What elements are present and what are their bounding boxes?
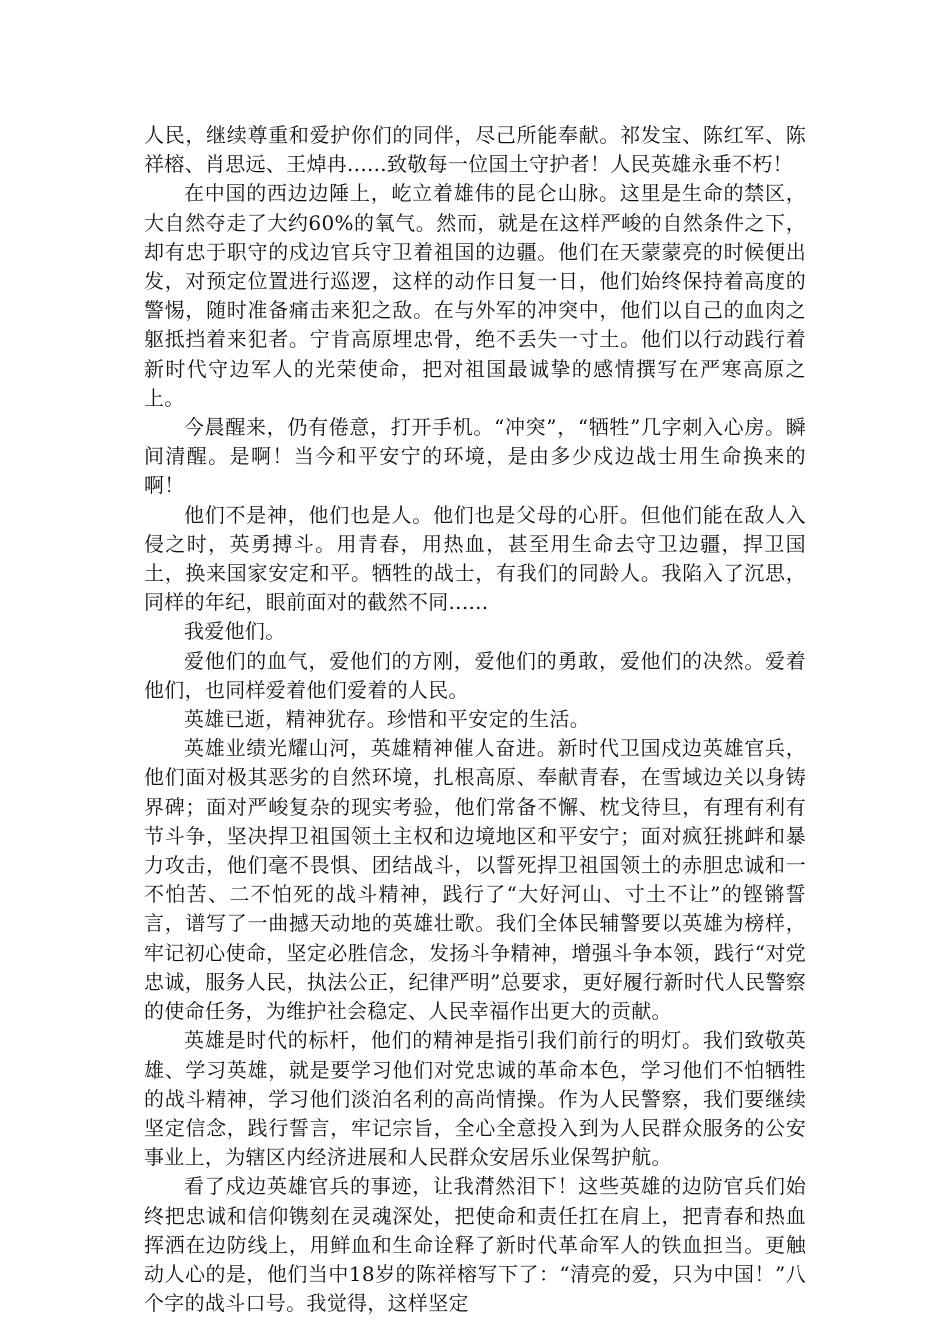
paragraph-5: 我爱他们。 — [184, 619, 286, 644]
paragraph-10: 看了戍边英雄官兵的事迹，让我潸然泪下！这些英雄的边防官兵们始终把忠诚和信仰镌刻在灵魂深处，把使命和责任扛在肩上，把青春和热血挥洒在边防线上，用鲜血和生命诠释了新时代革命军人的铁血担当。更触动人心的是，他们当中18岁的陈祥榕写下了：“清亮的爱，只为中国！”八个字的战斗口号。我觉得，这样坚定 — [144, 1174, 806, 1316]
paragraph-3: 今晨醒来，仍有倦意，打开手机。“冲突”，“牺牲”几字刺入心房。瞬间清醒。是啊！当今和平安宁的环境，是由多少戍边战士用生命换来的啊！ — [144, 415, 806, 498]
paragraph-9: 英雄是时代的标杆，他们的精神是指引我们前行的明灯。我们致敬英雄、学习英雄，就是要学习他们对党忠诚的革命本色，学习他们不怕牺牲的战斗精神，学习他们淡泊名利的高尚情操。作为人民警察，我们要继续坚定信念，践行誓言，牢记宗旨，全心全意投入到为人民群众服务的公安事业上，为辖区内经济进展和人民群众安居乐业保驾护航。 — [144, 1028, 806, 1170]
paragraph-1: 人民，继续尊重和爱护你们的同伴，尽己所能奉献。祁发宝、陈红军、陈祥榕、肖思远、王焯冉......致敬每一位国土守护者！人民英雄永垂不朽！ — [144, 123, 806, 177]
paragraph-2: 在中国的西边边陲上，屹立着雄伟的昆仑山脉。这里是生命的禁区，大自然夺走了大约60%的氧气。然而，就是在这样严峻的自然条件之下，却有忠于职守的戍边官兵守卫着祖国的边疆。他们在天蒙蒙亮的时候便出发，对预定位置进行巡逻，这样的动作日复一日，他们始终保持着高度的警惕，随时准备痛击来犯之敌。在与外军的冲突中，他们以自己的血肉之躯抵挡着来犯者。宁肯高原埋忠骨，绝不丢失一寸土。他们以行动践行着新时代守边军人的光荣使命，把对祖国最诚挚的感情撰写在严寒高原之上。 — [144, 181, 806, 410]
document-page — [144, 121, 806, 1318]
paragraph-7: 英雄已逝，精神犹存。珍惜和平安定的生活。 — [184, 707, 590, 732]
paragraph-8: 英雄业绩光耀山河，英雄精神催人奋进。新时代卫国戍边英雄官兵，他们面对极其恶劣的自然环境，扎根高原、奉献青春，在雪域边关以身铸界碑；面对严峻复杂的现实考验，他们常备不懈、枕戈待旦，有理有利有节斗争，坚决捍卫祖国领土主权和边境地区和平安宁；面对疯狂挑衅和暴力攻击，他们毫不畏惧、团结战斗，以誓死捍卫祖国领土的赤胆忠诚和一不怕苦、二不怕死的战斗精神，践行了“大好河山、寸土不让”的铿锵誓言，谱写了一曲撼天动地的英雄壮歌。我们全体民辅警要以英雄为榜样，牢记初心使命，坚定必胜信念，发扬斗争精神，增强斗争本领，践行“对党忠诚，服务人民，执法公正，纪律严明”总要求，更好履行新时代人民警察的使命任务，为维护社会稳定、人民幸福作出更大的贡献。 — [144, 736, 806, 1024]
paragraph-6: 爱他们的血气，爱他们的方刚，爱他们的勇敢，爱他们的决然。爱着他们，也同样爱着他们爱着的人民。 — [144, 648, 806, 702]
paragraph-4: 他们不是神，他们也是人。他们也是父母的心肝。但他们能在敌人入侵之时，英勇搏斗。用青春，用热血，甚至用生命去守卫边疆，捍卫国土，换来国家安定和平。牺牲的战士，有我们的同龄人。我陷入了沉思，同样的年纪，眼前面对的截然不同...... — [144, 502, 806, 615]
